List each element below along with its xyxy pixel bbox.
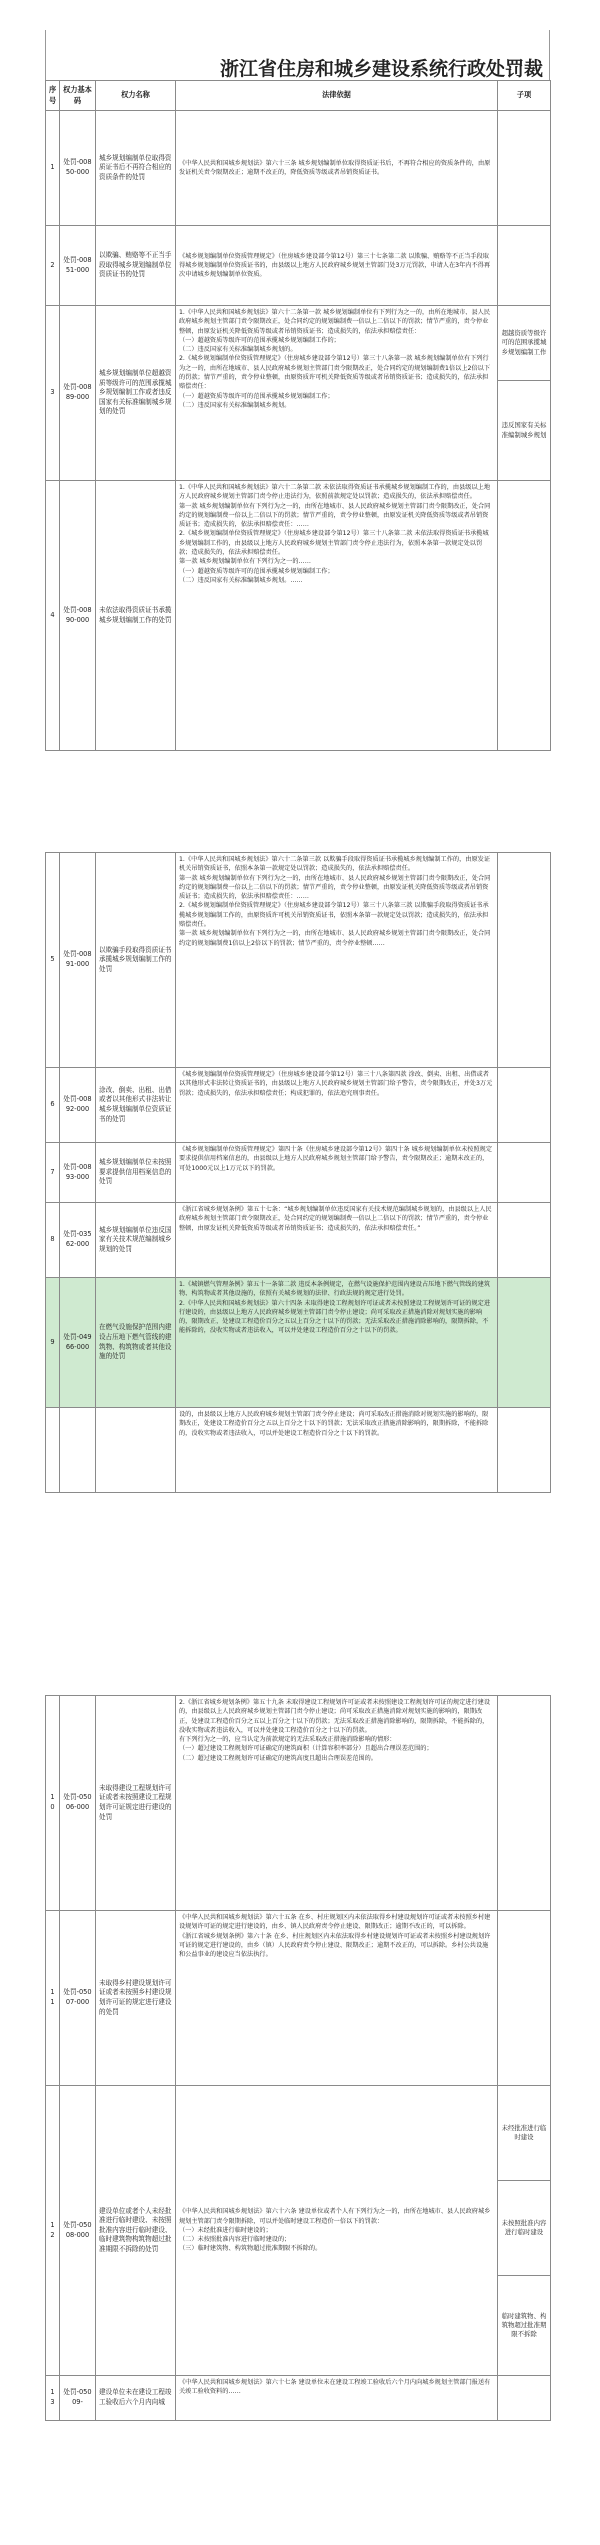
row-basis: 《中华人民共和国城乡规划法》第六十六条 建设单位或者个人有下列行为之一的，由所在地城市、县人民政府城乡规划主管部门责令限期拆除，可以并处临时建设工程造价一倍以下的罚款： （一）未经批准进行临时建设的； （二）未按照批准内容进行临时建设的； （三）临时建筑物、构筑物超过批准期限不拆除的。	[176, 2086, 498, 2376]
row-code: 处罚-00892-000	[60, 1068, 96, 1143]
row-sub	[498, 111, 551, 226]
header-sub: 子项	[498, 81, 551, 111]
table-row	[46, 2376, 551, 2421]
header-code: 权力基本码	[60, 81, 96, 111]
row-name: 城乡规划编制单位未按照要求提供信用档案信息的处罚	[96, 1143, 176, 1203]
sheet-page-1	[45, 80, 550, 751]
header-no: 序号	[46, 81, 60, 111]
row-code: 处罚-00851-000	[60, 226, 96, 306]
row-basis: 《浙江省城乡规划条例》第五十七条：“城乡规划编制单位违反国家有关技术规范编制城乡规划的，由县级以上人民政府城乡规划主管部门责令限期改正，处合同约定的规划编制费一倍以上二倍以下的罚款；情节严重的，责令停业整顿，由原发证机关降低资质等级或者吊销资质证书；造成损失的，依法承担赔偿责任。”	[176, 1203, 498, 1278]
row-basis: 1.《中华人民共和国城乡规划法》第六十二条第三款 以欺骗手段取得资质证书承揽城乡规划编制工作的，由原发证机关吊销资质证书，依照本条第一款规定处以罚款；造成损失的，依法承担赔偿责任。 第一款 城乡规划编制单位有下列行为之一的，由所在地城市、县人民政府城乡规划主管部门责令限期改正，处合同约定的规划编制费一倍以上二倍以下的罚款；情节严重的，责令停业整顿，由原发证机关降低资质等级或者吊销资质证书；造成损失的，依法承担赔偿责任：…… 2.《城乡规划编制单位资质管理规定》（住房城乡建设部令第12号）第三十八条第三款 以欺骗手段取得资质证书承揽城乡规划编制工作的，由原资质许可机关吊销资质证书，依照本条第一款规定处以罚款；造成损失的，依法承担赔偿责任。 第一款 城乡规划编制单位有下列行为之一的，由所在地城市、县人民政府城乡规划主管部门责令限期改正，处合同约定的规划编制费1倍以上2倍以下的罚款；情节严重的，责令停业整顿……	[176, 853, 498, 1068]
row-name: 涂改、倒卖、出租、出借或者以其他形式非法转让城乡规划编制单位资质证书的处罚	[96, 1068, 176, 1143]
row-no: 6	[46, 1068, 60, 1143]
row-no	[46, 1408, 60, 1493]
row-code: 处罚-00890-000	[60, 481, 96, 751]
table-row	[46, 226, 551, 306]
row-no: 5	[46, 853, 60, 1068]
row-name: 未依法取得资质证书承揽城乡规划编制工作的处罚	[96, 481, 176, 751]
row-sub	[498, 853, 551, 1068]
row-basis: 1.《中华人民共和国城乡规划法》第六十二条第二款 未依法取得资质证书承揽城乡规划编制工作的，由县级以上地方人民政府城乡规划主管部门责令停止违法行为，依照前款规定处以罚款；造成损失的，依法承担赔偿责任。 第一款 城乡规划编制单位有下列行为之一的，由所在地城市、县人民政府城乡规划主管部门责令限期改正，处合同约定的规划编制费一倍以上二倍以下的罚款；情节严重的，责令停业整顿，由原发证机关降低资质等级或者吊销资质证书；造成损失的，依法承担赔偿责任：…… 2.《城乡规划编制单位资质管理规定》（住房城乡建设部令第12号）第三十八条第二款 未依法取得资质证书承揽城乡规划编制工作的，由县级以上地方人民政府城乡规划主管部门责令停止违法行为，依照本条第一款规定处以罚款；造成损失的，依法承担赔偿责任。 第一款 城乡规划编制单位有下列行为之一的…… （一）超越资质等级许可的范围承揽城乡规划编制工作； （二）违反国家有关标准编制城乡规划。……	[176, 481, 498, 751]
row-sub	[498, 1278, 551, 1408]
row-code: 处罚-05006-000	[60, 1696, 96, 1911]
row-no: 4	[46, 481, 60, 751]
table-row	[46, 1203, 551, 1278]
row-basis: 《城乡规划编制单位资质管理规定》第四十条《住房城乡建设部令第12号》第四十条 城乡规划编制单位未按照规定要求提供信用档案信息的，由县级以上地方人民政府城乡规划主管部门给予警告，责令限期改正；逾期未改正的，可处1000元以上1万元以下的罚款。	[176, 1143, 498, 1203]
row-name: 以欺骗手段取得资质证书承揽城乡规划编制工作的处罚	[96, 853, 176, 1068]
row-no: 7	[46, 1143, 60, 1203]
row-name: 未取得建设工程规划许可证或者未按照建设工程规划许可证规定进行建设的处罚	[96, 1696, 176, 1911]
row-basis: 2.《浙江省城乡规划条例》第五十九条 未取得建设工程规划许可证或者未按照建设工程规划许可证的规定进行建设的，由县级以上人民政府城乡规划主管部门责令停止建设；尚可采取改正措施消除对规划实施的影响的，限期改正，处建设工程造价百分之五以上百分之十以下的罚款；无法采取改正措施消除影响的，限期拆除，不能拆除的，没收实物或者违法收入，可以并处建设工程造价百分之十以下的罚款。 有下列行为之一的，应当认定为前款规定的无法采取改正措施消除影响的情形： （一）超过建设工程规划许可证确定的建筑面积（计算容积率部分）且超出合理误差范围的； （二）超过建设工程规划许可证确定的建筑高度且超出合理误差范围的。	[176, 1696, 498, 1911]
row-name: 在燃气设施保护范围内建设占压地下燃气管线的建筑物、构筑物或者其他设施的处罚	[96, 1278, 176, 1408]
sheet-page-3	[45, 1695, 550, 2421]
row-no: 2	[46, 226, 60, 306]
row-code: 处罚-00893-000	[60, 1143, 96, 1203]
row-name	[96, 1408, 176, 1493]
row-no: 11	[46, 1911, 60, 2086]
document-title: 浙江省住房和城乡建设系统行政处罚裁	[45, 30, 550, 80]
row-basis: 《中华人民共和国城乡规划法》第六十三条 城乡规划编制单位取得资质证书后，不再符合相应的资质条件的，由原发证机关责令限期改正；逾期不改正的，降低资质等级或者吊销资质证书。	[176, 111, 498, 226]
row-code: 处罚-05008-000	[60, 2086, 96, 2376]
table-row	[46, 2086, 551, 2181]
row-name: 以欺骗、贿赂等不正当手段取得城乡规划编制单位资质证书的处罚	[96, 226, 176, 306]
row-basis: 设的，由县级以上地方人民政府城乡规划主管部门责令停止建设；尚可采取改正措施消除对规划实施的影响的，限期改正，处建设工程造价百分之五以上百分之十以下的罚款；无法采取改正措施消除影响的，限期拆除，不能拆除的，没收实物或者违法收入，可以并处建设工程造价百分之十以下的罚款。	[176, 1408, 498, 1493]
row-subitem: 未经批准进行临时建设	[498, 2086, 551, 2181]
row-basis: 《城乡规划编制单位资质管理规定》（住房城乡建设部令第12号）第三十七条第二款 以欺骗、贿赂等不正当手段取得城乡规划编制单位资质证书的，由县级以上地方人民政府城乡规划主管部门处3万元罚款，申请人在3年内不得再次申请城乡规划编制单位资质。	[176, 226, 498, 306]
table-row	[46, 1408, 551, 1493]
sheet-page-2	[45, 852, 550, 1493]
row-sub	[498, 2376, 551, 2421]
row-basis: 1.《城镇燃气管理条例》第五十一条第二款 违反本条例规定，在燃气设施保护范围内建设占压地下燃气管线的建筑物、构筑物或者其他设施的，依照有关城乡规划的法律、行政法规的规定进行处罚。 2.《中华人民共和国城乡规划法》第六十四条 未取得建设工程规划许可证或者未按照建设工程规划许可证的规定进行建设的，由县级以上地方人民政府城乡规划主管部门责令停止建设；尚可采取改正措施消除对规划实施的影响的，限期改正，处建设工程造价百分之五以上百分之十以下的罚款；无法采取改正措施消除影响的，限期拆除，不能拆除的，没收实物或者违法收入，可以并处建设工程造价百分之十以下的罚款。	[176, 1278, 498, 1408]
penalty-table-1	[45, 80, 551, 751]
row-subitem: 违反国家有关标准编制城乡规划	[498, 381, 551, 481]
row-basis: 《中华人民共和国城乡规划法》第六十五条 在乡、村庄规划区内未依法取得乡村建设规划许可证或者未按照乡村建设规划许可证的规定进行建设的，由乡、镇人民政府责令停止建设、限期改正；逾期不改正的，可以拆除。 《浙江省城乡规划条例》第六十条 在乡、村庄规划区内未依法取得乡村建设规划许可证或者未按照乡村建设规划许可证的规定进行建设的，由乡（镇）人民政府责令停止建设、限期改正；逾期不改正的，可以拆除。乡村公共设施和公益事业的建设应当依法执行。	[176, 1911, 498, 2086]
row-no: 1	[46, 111, 60, 226]
row-code: 处罚-04966-000	[60, 1278, 96, 1408]
row-name: 城乡规划编制单位违反国家有关技术规范编制城乡规划的处罚	[96, 1203, 176, 1278]
row-subitem: 未按照批准内容进行临时建设	[498, 2181, 551, 2276]
header-basis: 法律依据	[176, 81, 498, 111]
row-code: 处罚-05007-000	[60, 1911, 96, 2086]
row-basis: 1.《中华人民共和国城乡规划法》第六十二条第一款 城乡规划编制单位有下列行为之一的，由所在地城市、县人民政府城乡规划主管部门责令限期改正，处合同约定的规划编制费一倍以上二倍以下的罚款；情节严重的，责令停业整顿，由原发证机关降低资质等级或者吊销资质证书；造成损失的，依法承担赔偿责任： （一）超越资质等级许可的范围承揽城乡规划编制工作的； （二）违反国家有关标准编制城乡规划的。 2.《城乡规划编制单位资质管理规定》（住房城乡建设部令第12号）第三十八条第一款 城乡规划编制单位有下列行为之一的，由所在地城市、县人民政府城乡规划主管部门责令限期改正，处合同约定的规划编制费1倍以上2倍以下的罚款；情节严重的，责令停业整顿，由原资质许可机关降低资质等级或者吊销资质证书；造成损失的，依法承担赔偿责任： （一）超越资质等级许可的范围承揽城乡规划编制工作； （二）违反国家有关标准编制城乡规划。	[176, 306, 498, 481]
row-code: 处罚-05009-	[60, 2376, 96, 2421]
penalty-table-3	[45, 1695, 551, 2421]
table-row	[46, 1068, 551, 1143]
row-no: 3	[46, 306, 60, 481]
row-name: 建设单位未在建设工程竣工验收后六个月内向城	[96, 2376, 176, 2421]
row-sub	[498, 1068, 551, 1143]
table-row	[46, 1143, 551, 1203]
table-row	[46, 1696, 551, 1911]
header-name: 权力名称	[96, 81, 176, 111]
penalty-table-2	[45, 852, 551, 1493]
table-row	[46, 111, 551, 226]
row-sub	[498, 1408, 551, 1493]
row-no: 13	[46, 2376, 60, 2421]
row-no: 10	[46, 1696, 60, 1911]
row-subitem: 临时建筑物、构筑物超过批准期限不拆除	[498, 2276, 551, 2376]
table-row-highlighted	[46, 1278, 551, 1408]
row-name: 城乡规划编制单位取得资质证书后不再符合相应的资质条件的处罚	[96, 111, 176, 226]
row-sub	[498, 1203, 551, 1278]
row-code: 处罚-00891-000	[60, 853, 96, 1068]
table-header-row	[46, 81, 551, 111]
row-name: 建设单位或者个人未经批准进行临时建设、未按照批准内容进行临时建设、临时建筑物构筑物超过批准期限不拆除的处罚	[96, 2086, 176, 2376]
table-row	[46, 481, 551, 751]
row-sub	[498, 1911, 551, 2086]
row-no: 9	[46, 1278, 60, 1408]
table-row	[46, 1911, 551, 2086]
row-code: 处罚-00850-000	[60, 111, 96, 226]
row-name: 城乡规划编制单位超越资质等级许可的范围承揽城乡规划编制工作或者违反国家有关标准编制城乡规划的处罚	[96, 306, 176, 481]
row-no: 8	[46, 1203, 60, 1278]
table-row	[46, 306, 551, 381]
row-sub	[498, 481, 551, 751]
row-code: 处罚-03562-000	[60, 1203, 96, 1278]
row-code	[60, 1408, 96, 1493]
row-sub	[498, 226, 551, 306]
row-code: 处罚-00889-000	[60, 306, 96, 481]
row-sub	[498, 1696, 551, 1911]
row-sub	[498, 1143, 551, 1203]
row-no: 12	[46, 2086, 60, 2376]
row-name: 未取得乡村建设规划许可证或者未按照乡村建设规划许可证的规定进行建设的处罚	[96, 1911, 176, 2086]
row-basis: 《中华人民共和国城乡规划法》第六十七条 建设单位未在建设工程竣工验收后六个月内向城乡规划主管部门报送有关竣工验收资料的……	[176, 2376, 498, 2421]
table-row	[46, 853, 551, 1068]
row-basis: 《城乡规划编制单位资质管理规定》（住房城乡建设部令第12号）第三十八条第四款 涂改、倒卖、出租、出借或者以其他形式非法转让资质证书的，由县级以上地方人民政府城乡规划主管部门给予警告，责令限期改正，并处3万元罚款；造成损失的，依法承担赔偿责任；构成犯罪的，依法追究刑事责任。	[176, 1068, 498, 1143]
row-subitem: 超越资质等级许可的范围承揽城乡规划编制工作	[498, 306, 551, 381]
